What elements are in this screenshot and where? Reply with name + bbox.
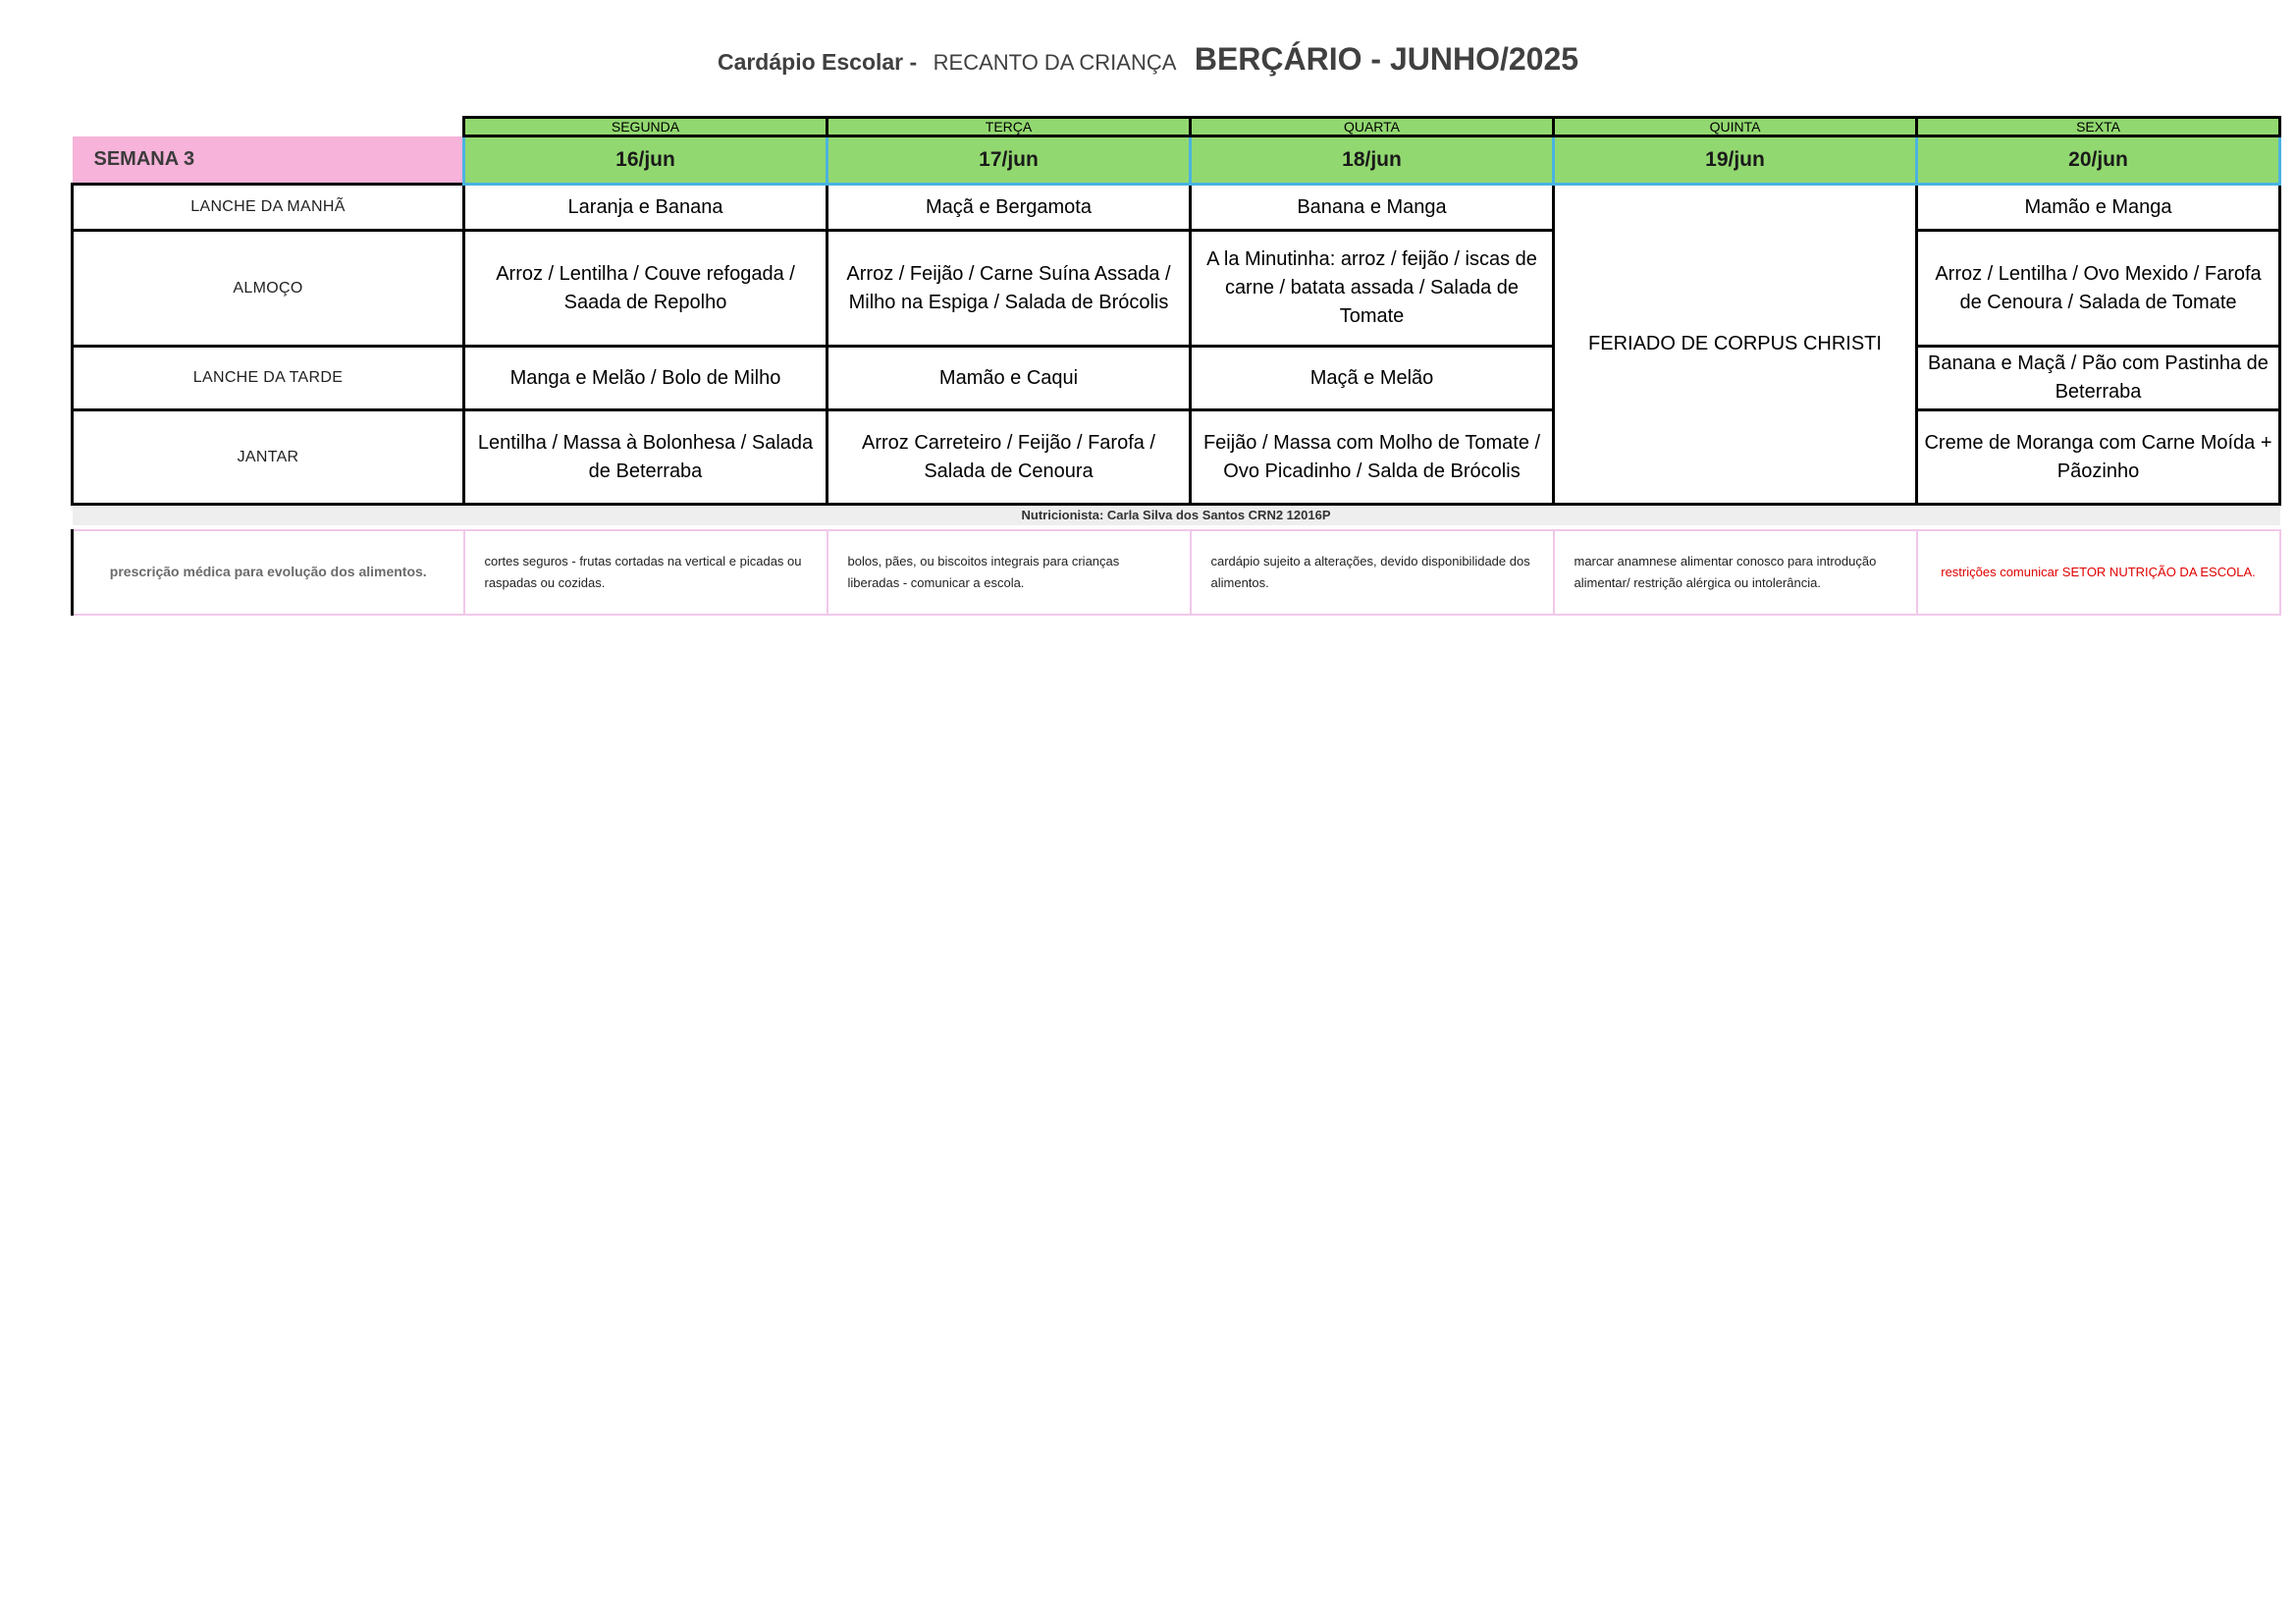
menu-cell: Manga e Melão / Bolo de Milho: [464, 347, 828, 410]
meal-label: JANTAR: [73, 410, 464, 505]
menu-cell: Banana e Maçã / Pão com Pastinha de Beterraba: [1917, 347, 2280, 410]
weekday-name: QUARTA: [1191, 118, 1554, 136]
menu-cell: Maçã e Melão: [1191, 347, 1554, 410]
meal-label: LANCHE DA MANHÃ: [73, 185, 464, 231]
nutritionist-row: [73, 505, 2280, 526]
menu-cell: Arroz Carreteiro / Feijão / Farofa / Salada de Cenoura: [828, 410, 1191, 505]
date-cell: 20/jun: [1917, 136, 2280, 185]
menu-cell: Banana e Manga: [1191, 185, 1554, 231]
menu-cell: Arroz / Lentilha / Ovo Mexido / Farofa de Cenoura / Salada de Tomate: [1917, 231, 2280, 347]
weekday-row: [73, 118, 2280, 136]
holiday-cell: FERIADO DE CORPUS CHRISTI: [1554, 185, 1917, 505]
weekday-name: QUINTA: [1554, 118, 1917, 136]
menu-cell: Creme de Moranga com Carne Moída + Pãozinho: [1917, 410, 2280, 505]
note-cell: marcar anamnese alimentar conosco para introdução alimentar/ restrição alérgica ou intolerância.: [1554, 530, 1917, 615]
note-cell: cardápio sujeito a alterações, devido disponibilidade dos alimentos.: [1191, 530, 1554, 615]
note-cell: bolos, pães, ou biscoitos integrais para crianças liberadas - comunicar a escola.: [828, 530, 1191, 615]
menu-cell: Mamão e Caqui: [828, 347, 1191, 410]
menu-cell: Arroz / Lentilha / Couve refogada / Saada de Repolho: [464, 231, 828, 347]
note-cell: restrições comunicar SETOR NUTRIÇÃO DA ESCOLA.: [1917, 530, 2280, 615]
empty-corner: [73, 118, 464, 136]
nutritionist-credit: Nutricionista: Carla Silva dos Santos CRN2 12016P: [73, 505, 2280, 526]
notes-row: [73, 530, 2280, 615]
meal-row-almoco: [73, 231, 2280, 347]
menu-cell: Mamão e Manga: [1917, 185, 2280, 231]
note-cell: cortes seguros - frutas cortadas na vertical e picadas ou raspadas ou cozidas.: [464, 530, 828, 615]
menu-cell: Arroz / Feijão / Carne Suína Assada / Milho na Espiga / Salada de Brócolis: [828, 231, 1191, 347]
weekday-name: SEGUNDA: [464, 118, 828, 136]
menu-cell: Feijão / Massa com Molho de Tomate / Ovo Picadinho / Salda de Brócolis: [1191, 410, 1554, 505]
date-cell: 16/jun: [464, 136, 828, 185]
date-cell: 18/jun: [1191, 136, 1554, 185]
weekday-name: TERÇA: [828, 118, 1191, 136]
menu-cell: Lentilha / Massa à Bolonhesa / Salada de Beterraba: [464, 410, 828, 505]
meal-label: LANCHE DA TARDE: [73, 347, 464, 410]
page-title: [0, 41, 2296, 78]
date-cell: 19/jun: [1554, 136, 1917, 185]
meal-label: ALMOÇO: [73, 231, 464, 347]
meal-row-lanche-manha: [73, 185, 2280, 231]
menu-cell: A la Minutinha: arroz / feijão / iscas de carne / batata assada / Salada de Tomate: [1191, 231, 1554, 347]
dates-row: [73, 136, 2280, 185]
meal-row-lanche-tarde: [73, 347, 2280, 410]
week-label: SEMANA 3: [73, 136, 464, 185]
school-name: RECANTO DA CRIANÇA: [933, 50, 1177, 75]
menu-cell: Laranja e Banana: [464, 185, 828, 231]
date-cell: 17/jun: [828, 136, 1191, 185]
group-month: BERÇÁRIO - JUNHO/2025: [1194, 41, 1579, 77]
menu-table: [71, 116, 2281, 616]
title-prefix: Cardápio Escolar -: [717, 49, 918, 75]
meal-row-jantar: [73, 410, 2280, 505]
note-cell: prescrição médica para evolução dos alimentos.: [73, 530, 464, 615]
weekday-name: SEXTA: [1917, 118, 2280, 136]
menu-cell: Maçã e Bergamota: [828, 185, 1191, 231]
